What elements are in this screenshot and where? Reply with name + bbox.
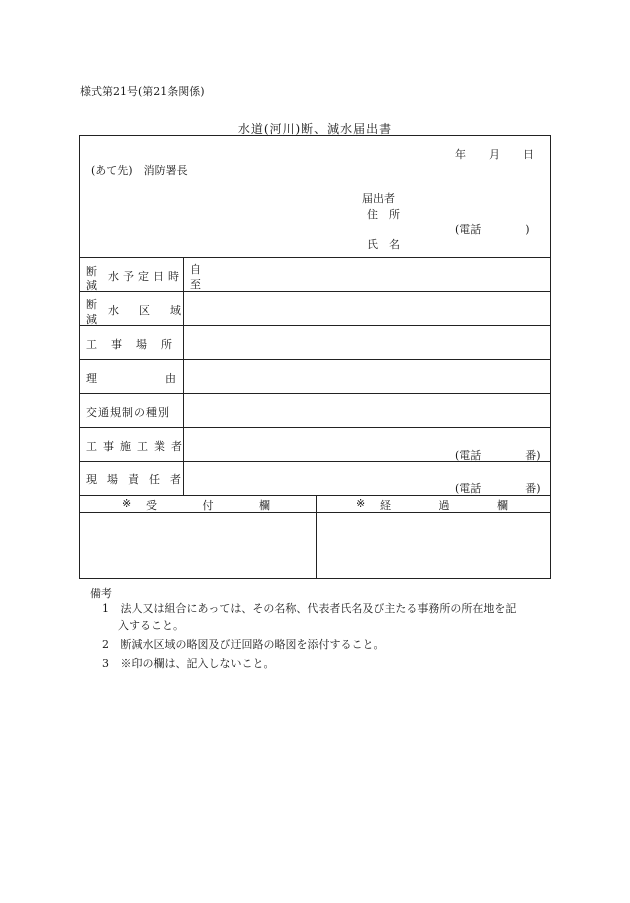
- address-label: 住 所: [367, 208, 400, 221]
- date-year: 年: [455, 148, 466, 161]
- name-label: 氏 名: [367, 238, 400, 251]
- column-divider: [183, 257, 184, 495]
- document-title: 水道(河川)断、減水届出書: [237, 122, 393, 136]
- note-item: [102, 600, 516, 617]
- form-number: 様式第21号(第21条関係): [80, 85, 205, 98]
- progress-char: 欄: [497, 499, 508, 512]
- row-divider: [80, 257, 550, 258]
- row-divider: [80, 427, 550, 428]
- date-month: 月: [489, 148, 500, 161]
- reception-header: [146, 497, 270, 513]
- note-item: [102, 636, 385, 653]
- row-divider: [80, 393, 550, 394]
- note-number: 3: [102, 657, 109, 670]
- contractor-label: 工事施工業者: [86, 440, 188, 453]
- addressee: (あて先) 消防署長: [91, 164, 188, 177]
- notes-title: 備考: [90, 587, 112, 600]
- reason-label-left: 理: [86, 372, 97, 385]
- row-divider: [80, 291, 550, 292]
- site-label: 工事場所: [86, 338, 186, 351]
- schedule-label-top: 断: [86, 265, 97, 278]
- note-number: 2: [102, 638, 109, 651]
- reason-label: [86, 370, 176, 386]
- progress-char: 経: [380, 499, 391, 512]
- area-label: 水区域: [108, 304, 201, 317]
- manager-phone: (電話 番): [455, 482, 541, 495]
- phone-label: (電話 ): [455, 223, 530, 236]
- note-number: 1: [102, 602, 109, 615]
- note-text: ※印の欄は、記入しないこと。: [120, 657, 275, 670]
- row-divider: [80, 325, 550, 326]
- progress-mark: ※: [356, 497, 366, 510]
- applicant-label: 届出者: [362, 192, 395, 205]
- progress-char: 過: [438, 499, 450, 512]
- contractor-phone: (電話 番): [455, 449, 541, 462]
- reason-label-right: 由: [165, 372, 176, 385]
- column-divider: [316, 495, 317, 578]
- traffic-label: 交通規制の種別: [86, 406, 170, 419]
- row-divider: [80, 359, 550, 360]
- schedule-label-bottom: 減: [86, 279, 97, 292]
- schedule-from: 自: [190, 263, 201, 276]
- note-text: 断減水区域の略図及び迂回路の略図を添付すること。: [120, 638, 385, 651]
- area-label-bottom: 減: [86, 313, 97, 326]
- progress-header: [380, 497, 508, 513]
- note-item: [102, 655, 275, 672]
- date-day: 日: [523, 148, 534, 161]
- reception-char: 受: [146, 499, 157, 512]
- schedule-label: 水予定日時: [108, 270, 183, 283]
- area-label-top: 断: [86, 298, 97, 311]
- schedule-to: 至: [190, 278, 201, 291]
- reception-mark: ※: [122, 497, 132, 510]
- reception-char: 付: [202, 499, 214, 512]
- note-continuation: 入すること。: [118, 619, 184, 632]
- reception-char: 欄: [259, 499, 270, 512]
- note-text: 法人又は組合にあっては、その名称、代表者氏名及び主たる事務所の所在地を記: [120, 602, 517, 615]
- manager-label: 現場責任者: [86, 473, 191, 486]
- form-table: [79, 135, 551, 579]
